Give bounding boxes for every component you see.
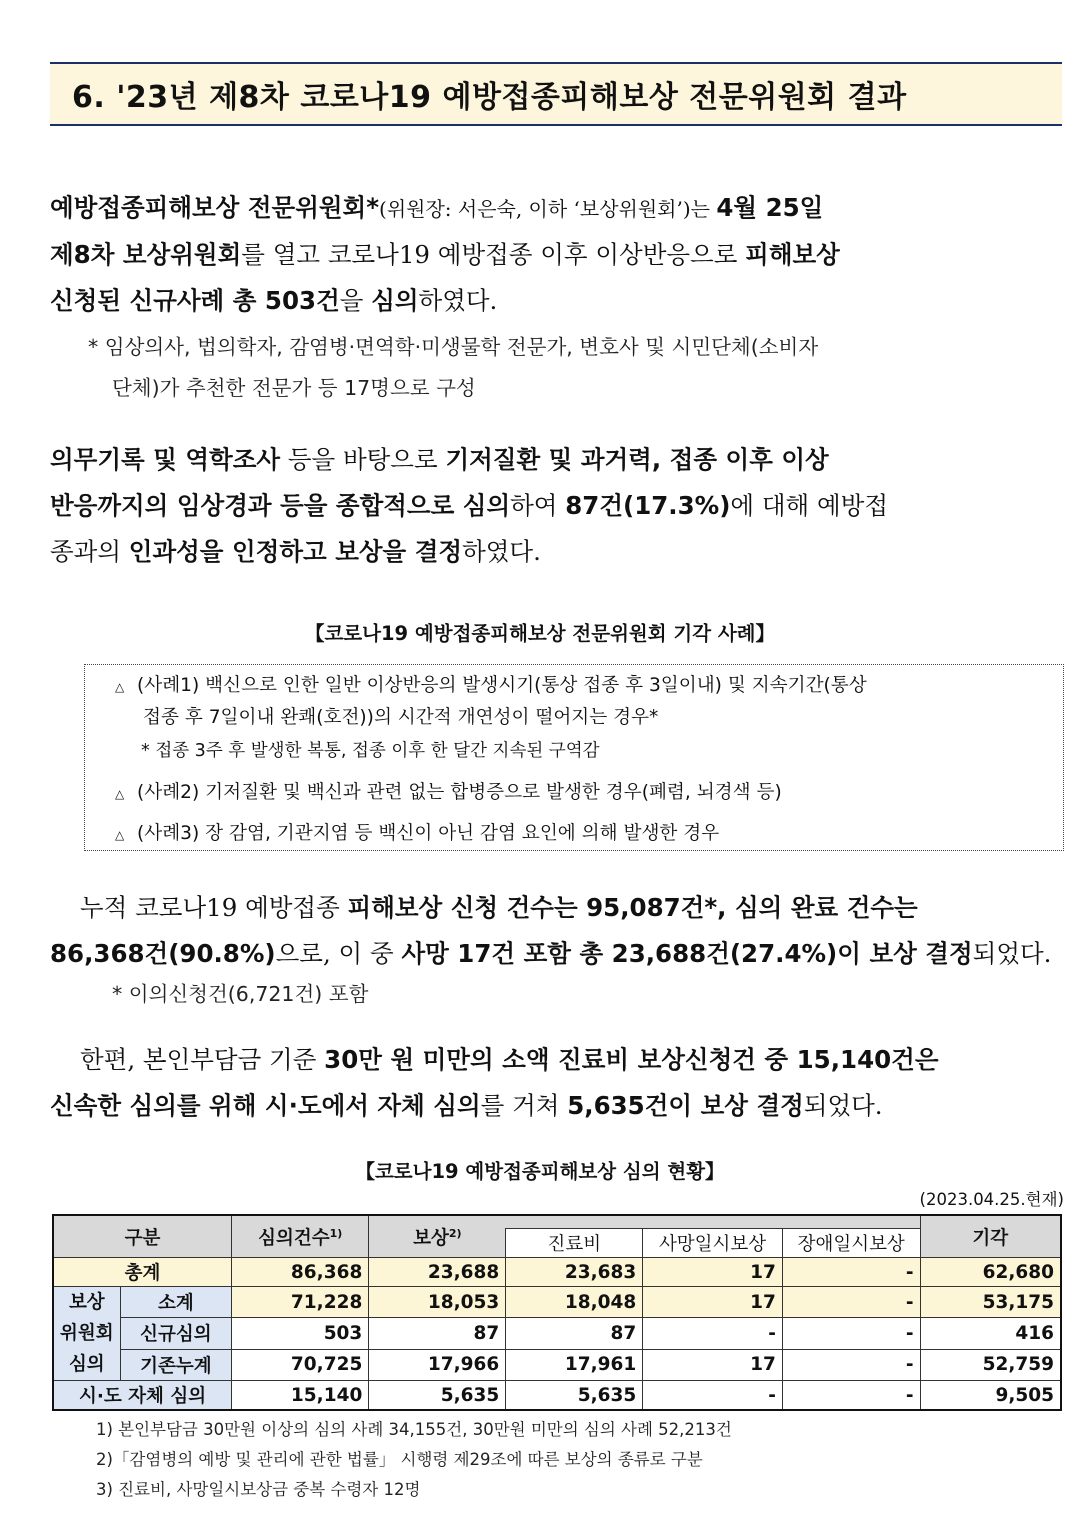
table-cell: - xyxy=(643,1318,783,1349)
row-label-new: 신규심의 xyxy=(120,1318,231,1349)
p4-small-claims: 30만 원 미만의 소액 진료비 보상신청건 중 15,140건은 xyxy=(324,1045,939,1074)
table-cell: 70,725 xyxy=(232,1349,369,1380)
table-row-total xyxy=(53,1258,1061,1287)
table-cell: 17,966 xyxy=(369,1349,506,1380)
header-compensation xyxy=(369,1215,506,1258)
section-title-box xyxy=(50,62,1062,126)
p3-compensated: 사망 17건 포함 총 23,688건(27.4%)이 보상 결정 xyxy=(401,939,973,968)
p2-text1: 등을 바탕으로 xyxy=(280,445,446,474)
triangle-bullet-icon: △ xyxy=(115,828,125,842)
section-title: 6. '23년 제8차 코로나19 예방접종피해보상 전문위원회 결과 xyxy=(72,80,907,115)
table-cell: 87 xyxy=(369,1318,506,1349)
table-row-existing xyxy=(53,1349,1061,1380)
header-review-count xyxy=(232,1215,369,1258)
table-cell: 17 xyxy=(643,1287,783,1318)
header-category: 구분 xyxy=(53,1215,232,1258)
triangle-bullet-icon: △ xyxy=(115,787,125,801)
committee-label-3: 심의 xyxy=(68,1354,105,1375)
p3-footnote: * 이의신청건(6,721건) 포함 xyxy=(112,982,369,1006)
table-cell: 23,683 xyxy=(506,1258,643,1287)
table-cell: 71,228 xyxy=(232,1287,369,1318)
header-review-label: 심의건수 xyxy=(258,1227,330,1249)
p2-text3: 에 대해 예방접 xyxy=(730,491,888,520)
header-medical: 진료비 xyxy=(506,1229,643,1258)
table-title: 【코로나19 예방접종피해보상 심의 현황】 xyxy=(355,1160,725,1183)
header-comp-spacer xyxy=(506,1215,920,1229)
table-header-row xyxy=(53,1215,1061,1229)
p3-applications: 피해보상 신청 건수는 95,087건*, 심의 완료 건수는 xyxy=(347,893,918,922)
p2-end: 하였다. xyxy=(462,537,541,566)
table-cell: 15,140 xyxy=(232,1381,369,1411)
p1-bold-committee: 예방접종피해보상 전문위원회* xyxy=(50,193,380,222)
p1-review: 심의 xyxy=(371,286,419,315)
p1-new-cases: 신청된 신규사례 총 503건 xyxy=(50,286,340,315)
row-label-existing: 기존누계 xyxy=(120,1349,231,1380)
header-disability: 장애일시보상 xyxy=(782,1229,920,1258)
p3-completed: 86,368건(90.8%) xyxy=(50,939,276,968)
paragraph-review-result xyxy=(50,437,1065,575)
table-footnote-1: 1) 본인부담금 30만원 이상의 심의 사례 34,155건, 30만원 미만의 심의 사례 52,213건 xyxy=(96,1420,732,1439)
p1-particle: 을 xyxy=(339,286,372,315)
table-cell: 503 xyxy=(232,1318,369,1349)
case2-line xyxy=(115,778,782,804)
header-rejected: 기각 xyxy=(920,1215,1061,1258)
row-label-total: 총계 xyxy=(53,1258,232,1287)
case1-line2: 접종 후 7일이내 완쾌(호전))의 시간적 개연성이 떨어지는 경우* xyxy=(143,707,659,728)
p1-chair-note: (위원장: 서은숙, 이하 ‘보상위원회’)는 xyxy=(379,197,717,221)
table-cell: 52,759 xyxy=(920,1349,1061,1380)
table-cell: - xyxy=(782,1381,920,1411)
p4-end: 되었다. xyxy=(803,1091,883,1120)
case1-note: * 접종 3주 후 발생한 복통, 접종 이후 한 달간 지속된 구역감 xyxy=(141,741,600,761)
row-label-subtotal: 소계 xyxy=(120,1287,231,1318)
p1-date: 4월 25일 xyxy=(716,193,824,222)
table-cell: 87 xyxy=(506,1318,643,1349)
p1-footnote-line2: 단체)가 추천한 전문가 등 17명으로 구성 xyxy=(112,376,476,400)
p4-local: 신속한 심의를 위해 시·도에서 자체 심의 xyxy=(50,1091,481,1120)
triangle-bullet-icon: △ xyxy=(115,680,125,694)
p2-text2: 하여 xyxy=(510,491,566,520)
header-review-sup: 1) xyxy=(329,1226,343,1240)
table-cell: 9,505 xyxy=(920,1381,1061,1411)
table-cell: - xyxy=(782,1258,920,1287)
case1-text1: (사례1) 백신으로 인한 일반 이상반응의 발생시기(통상 접종 후 3일이내) 및 지속기간(통상 xyxy=(137,675,867,696)
table-cell: 53,175 xyxy=(920,1287,1061,1318)
p4-text2: 를 거쳐 xyxy=(480,1091,568,1120)
paragraph-local-review xyxy=(50,1037,1065,1129)
table-cell: 86,368 xyxy=(232,1258,369,1287)
p1-footnote-line1: * 임상의사, 법의학자, 감염병·면역학·미생물학 전문가, 변호사 및 시민단체(소비자 xyxy=(88,335,819,359)
rejected-cases-title: 【코로나19 예방접종피해보상 전문위원회 기각 사례】 xyxy=(304,622,776,645)
p3-end: 되었다. xyxy=(972,939,1052,968)
p1-text: 를 열고 코로나19 예방접종 이후 이상반응으로 xyxy=(241,240,746,269)
p3-text1: 누적 코로나19 예방접종 xyxy=(80,893,348,922)
row-label-local: 시·도 자체 심의 xyxy=(53,1381,232,1411)
rejected-cases-box xyxy=(84,664,1064,851)
table-cell: - xyxy=(782,1287,920,1318)
table-cell: 62,680 xyxy=(920,1258,1061,1287)
committee-label-2: 위원회 xyxy=(60,1323,114,1344)
table-cell: - xyxy=(643,1381,783,1411)
table-cell: 17,961 xyxy=(506,1349,643,1380)
p1-end: 하였다. xyxy=(418,286,498,315)
paragraph-committee xyxy=(50,185,1065,324)
table-cell: 18,048 xyxy=(506,1287,643,1318)
p2-basis: 기저질환 및 과거력, 접종 이후 이상 xyxy=(445,445,829,474)
p1-bold-comp: 피해보상 xyxy=(745,240,840,269)
table-footnote-2: 2)「감염병의 예방 및 관리에 관한 법률」 시행령 제29조에 따른 보상의 종류로 구분 xyxy=(96,1450,703,1469)
header-death: 사망일시보상 xyxy=(643,1229,783,1258)
review-status-table xyxy=(52,1214,1062,1411)
case1-line1 xyxy=(115,671,867,697)
table-cell: 17 xyxy=(643,1258,783,1287)
p1-meeting: 제8차 보상위원회 xyxy=(50,240,242,269)
case3-line xyxy=(115,819,719,845)
p2-records: 의무기록 및 역학조사 xyxy=(50,445,281,474)
committee-label-1: 보상 xyxy=(68,1292,105,1313)
table-row-subtotal xyxy=(53,1287,1061,1318)
table-cell: 18,053 xyxy=(369,1287,506,1318)
case2-text: (사례2) 기저질환 및 백신과 관련 없는 합병증으로 발생한 경우(폐렴, 뇌경색 등) xyxy=(137,782,782,803)
header-comp-label: 보상 xyxy=(413,1227,449,1249)
table-cell: - xyxy=(782,1318,920,1349)
table-cell: - xyxy=(782,1349,920,1380)
table-cell: 23,688 xyxy=(369,1258,506,1287)
table-cell: 5,635 xyxy=(369,1381,506,1411)
p4-text1: 한편, 본인부담금 기준 xyxy=(80,1045,325,1074)
p3-text2: 으로, 이 중 xyxy=(275,939,402,968)
case3-text: (사례3) 장 감염, 기관지염 등 백신이 아닌 감염 요인에 의해 발생한 경우 xyxy=(137,823,720,844)
p2-text4: 종과의 xyxy=(50,537,129,566)
table-cell: 17 xyxy=(643,1349,783,1380)
p2-decision: 인과성을 인정하고 보상을 결정 xyxy=(128,537,463,566)
header-comp-sup: 2) xyxy=(448,1226,462,1240)
table-cell: 5,635 xyxy=(506,1381,643,1411)
row-label-committee xyxy=(53,1287,120,1381)
table-date: (2023.04.25.현재) xyxy=(919,1190,1064,1209)
p2-basis-cont: 반응까지의 임상경과 등을 종합적으로 심의 xyxy=(50,491,511,520)
table-row-local xyxy=(53,1381,1061,1411)
table-footnote-3: 3) 진료비, 사망일시보상금 중복 수령자 12명 xyxy=(96,1480,421,1499)
p4-decided: 5,635건이 보상 결정 xyxy=(567,1091,804,1120)
table-cell: 416 xyxy=(920,1318,1061,1349)
p2-count: 87건(17.3%) xyxy=(565,491,731,520)
paragraph-cumulative xyxy=(50,885,1065,977)
table-row-new xyxy=(53,1318,1061,1349)
